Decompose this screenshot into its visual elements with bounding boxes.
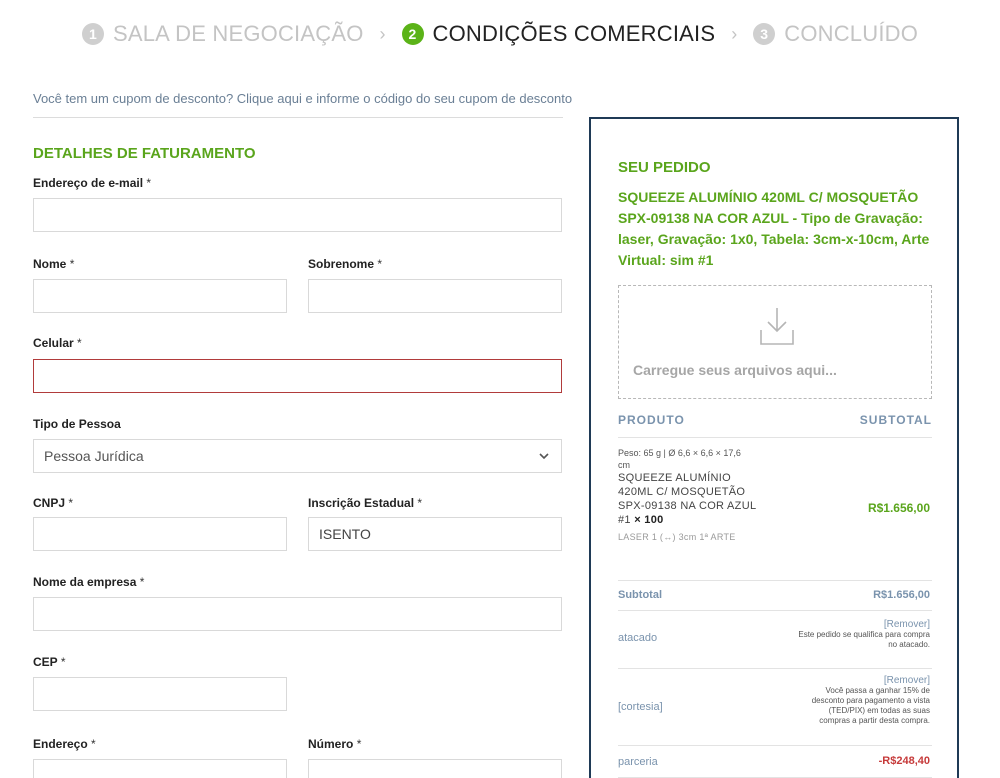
cep-label: CEP * <box>33 655 66 669</box>
col-product: PRODUTO <box>618 413 685 427</box>
coupon-note-atacado: [Remover] Este pedido se qualifica para compra no atacado. <box>798 619 930 649</box>
email-field[interactable] <box>33 198 562 232</box>
item-options: LASER 1 (↔) 3cm 1ª ARTE <box>618 532 736 542</box>
divider <box>618 580 932 581</box>
address-field[interactable] <box>33 759 287 778</box>
step-completed[interactable] <box>753 21 918 47</box>
address-label: Endereço * <box>33 737 96 751</box>
item-name-3: SPX-09138 NA COR AZUL <box>618 500 757 512</box>
discount-value: -R$248,40 <box>878 755 930 767</box>
item-name-2: 420ML C/ MOSQUETÃO <box>618 486 746 498</box>
remove-coupon-link[interactable]: [Remover] <box>883 619 930 630</box>
billing-title: DETALHES DE FATURAMENTO <box>33 145 256 162</box>
divider <box>618 437 932 438</box>
step-label: CONDIÇÕES COMERCIAIS <box>432 21 716 46</box>
step-negotiation[interactable] <box>82 21 364 47</box>
checkout-steps <box>0 17 1000 51</box>
coupon-link[interactable]: Você tem um cupom de desconto? Clique aqui e informe o código do seu cupom de desconto <box>33 91 573 106</box>
col-subtotal: SUBTOTAL <box>859 413 932 427</box>
item-weight: Peso: 65 g | Ø 6,6 × 6,6 × 17,6 <box>618 448 741 458</box>
remove-coupon-link[interactable]: [Remover] <box>883 675 930 686</box>
state-registration-field[interactable]: ISENTO <box>308 517 562 551</box>
step-commercial-conditions[interactable] <box>402 21 716 47</box>
last-name-field[interactable] <box>308 279 562 313</box>
step-number-2: 2 <box>402 23 424 45</box>
phone-field[interactable] <box>33 359 562 393</box>
item-name-4: #1 × 100 <box>618 514 664 526</box>
person-type-label: Tipo de Pessoa <box>33 417 121 431</box>
last-name-label: Sobrenome * <box>308 257 383 271</box>
coupon-note-cortesia: [Remover] Você passa a ganhar 15% de desconto para pagamento a vista (TED/PIX) em todas as suas compras a partir desta compra. <box>811 675 930 725</box>
item-weight-cont: cm <box>618 460 630 470</box>
upload-text: Carregue seus arquivos aqui... <box>633 362 837 378</box>
cnpj-label: CNPJ * <box>33 496 74 510</box>
chevron-down-icon <box>537 451 551 461</box>
cnpj-field[interactable] <box>33 517 287 551</box>
divider <box>618 668 932 669</box>
company-label: Nome da empresa * <box>33 575 145 589</box>
step-label: SALA DE NEGOCIAÇÃO <box>112 21 364 46</box>
person-type-select[interactable] <box>33 439 562 473</box>
phone-label: Celular * <box>33 336 82 350</box>
item-price: R$1.656,00 <box>867 501 930 515</box>
coupon-code-atacado: atacado <box>618 632 658 644</box>
company-field[interactable] <box>33 597 562 631</box>
state-registration-label: Inscrição Estadual * <box>308 496 423 510</box>
coupon-code-parceria: parceria <box>618 756 658 768</box>
email-label: Endereço de e-mail * <box>33 176 152 190</box>
cep-field[interactable] <box>33 677 287 711</box>
first-name-label: Nome * <box>33 257 75 271</box>
chevron-right-icon: › <box>379 23 386 44</box>
chevron-right-icon: › <box>731 23 738 44</box>
order-summary-panel <box>589 117 959 778</box>
step-label: CONCLUÍDO <box>784 21 919 46</box>
number-field[interactable] <box>308 759 562 778</box>
subtotal-value: R$1.656,00 <box>873 589 930 601</box>
download-icon <box>755 304 799 348</box>
step-number-3: 3 <box>753 23 775 45</box>
item-quantity: × 100 <box>634 514 664 526</box>
first-name-field[interactable] <box>33 279 287 313</box>
number-label: Número * <box>308 737 362 751</box>
item-name-1: SQUEEZE ALUMÍNIO <box>618 472 731 484</box>
subtotal-label: Subtotal <box>618 589 662 601</box>
person-type-value: Pessoa Jurídica <box>44 448 144 464</box>
divider <box>618 610 932 611</box>
order-product-heading: SQUEEZE ALUMÍNIO 420ML C/ MOSQUETÃO SPX-09138 NA COR AZUL - Tipo de Gravação: laser, Gravação: 1x0, Tabela: 3cm-x-10cm, Arte Virtual: sim #1 <box>618 189 930 268</box>
order-table-header <box>618 413 932 427</box>
order-title: SEU PEDIDO <box>618 159 711 176</box>
coupon-code-cortesia: [cortesia] <box>618 701 663 713</box>
order-item <box>618 447 793 544</box>
divider <box>618 745 932 746</box>
divider <box>33 117 563 118</box>
step-number-1: 1 <box>82 23 104 45</box>
file-upload-dropzone[interactable] <box>618 285 932 399</box>
